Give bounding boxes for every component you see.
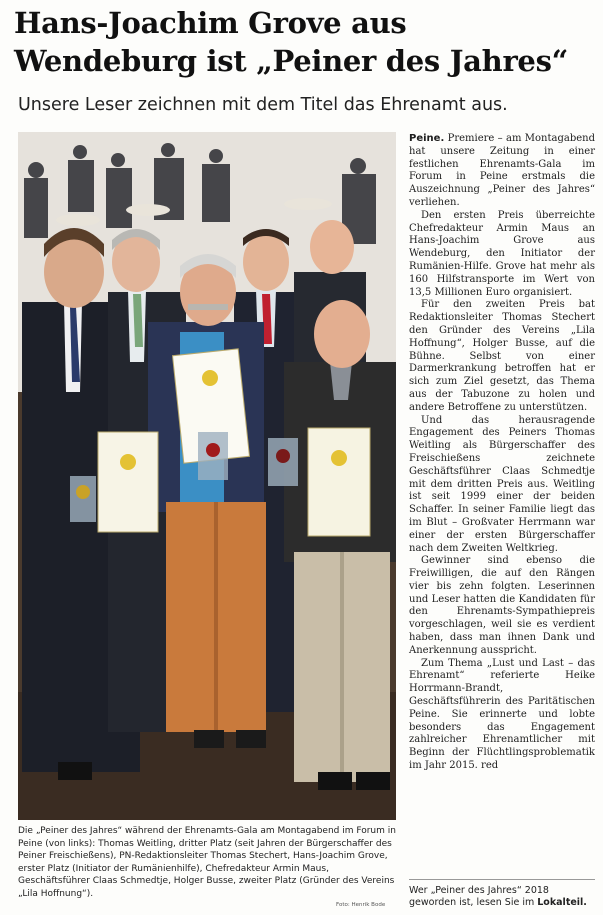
article-paragraph: Peine. Premiere – am Montagabend hat unsere Zeitung in einer festlichen Ehrenamts-Gala im Forum in Peine erstmals die Auszeichnung „Peiner des Jahres“ verliehen.: [409, 133, 595, 208]
photo-credit: Foto: Henrik Bode: [336, 902, 386, 908]
article-paragraph: Und das herausragende Engagement des Peiners Thomas Weitling als Bürgerschaffer des Freischießens zeichnete Geschäftsführer Claas Schmedtje mit dem dritten Preis aus. Weitling ist seit 1999 einer der beiden Schaffer. In seiner Familie liegt das im Blut – Großvater Herrmann war einer der ersten Bürgerschaffer nach dem Zweiten Weltkrieg.: [409, 414, 595, 554]
photo-illustration: [18, 132, 396, 820]
headline-line-1: Hans-Joachim Grove aus: [14, 6, 407, 40]
teaser-text: Wer „Peiner des Jahres“ 2018 geworden ist, lesen Sie im: [409, 885, 549, 908]
article-paragraph: Für den zweiten Preis bat Redaktionsleiter Thomas Stechert den Gründer des Vereins „Lila Hoffnung“, Holger Busse, auf die Bühne. Selbst von einer Darmerkrankung betroffen hat er sich zum Ziel gesetzt, das Thema aus der Tabuzone zu holen und andere Betroffene zu unterstützen.: [409, 299, 595, 413]
article-body: [409, 133, 595, 773]
teaser-box: [409, 879, 595, 909]
article-paragraph: Zum Thema „Lust und Last – das Ehrenamt“ referierte Heike Horrmann-Brandt, Geschäftsführerin des Paritätischen Peine. Sie erinnerte und lobte besonders das Engagement zahlreicher Ehrenamtlicher mit Beginn der Flüchtlingsproblematik im Jahr 2015. red: [409, 657, 595, 772]
headline-line-2: Wendeburg ist „Peiner des Jahres“: [14, 44, 568, 78]
teaser-link[interactable]: Lokalteil.: [537, 897, 587, 908]
dateline: Peine.: [409, 133, 445, 144]
article-paragraph: Gewinner sind ebenso die Freiwilligen, die auf den Rängen vier bis zehn folgten. Leserinnen und Leser hatten die Kandidaten für den Ehrenamts-Sympathiepreis vorgeschlagen, weil sie es verdient haben, dass man ihnen Dank und Anerkennung ausspricht.: [409, 555, 595, 656]
article-paragraph: Den ersten Preis überreichte Chefredakteur Armin Maus an Hans-Joachim Grove aus Wendeburg, den Initiator der Rumänien-Hilfe. Grove hat mehr als 160 Hilfstransporte im Wert von 13,5 Millionen Euro organisiert.: [409, 209, 595, 298]
photo-caption: Die „Peiner des Jahres“ während der Ehrenamts-Gala am Montagabend im Forum in Peine (von links): Thomas Weitling, dritter Platz (seit Jahren der Bürgerschaffer des Peiner Freischießens), PN-Redaktionsleiter Thomas Stechert, Hans-Joachim Grove, erster Platz (Initiator der Rumänienhilfe), Chefredakteur Armin Maus, Geschäftsführer Claas Schmedtje, Holger Busse, zweiter Platz (Gründer des Vereins „Lila Hoffnung“).: [18, 826, 396, 899]
article-headline: [14, 4, 594, 80]
article-subheadline: Unsere Leser zeichnen mit dem Titel das Ehrenamt aus.: [18, 95, 508, 115]
article-photo: [18, 132, 396, 820]
